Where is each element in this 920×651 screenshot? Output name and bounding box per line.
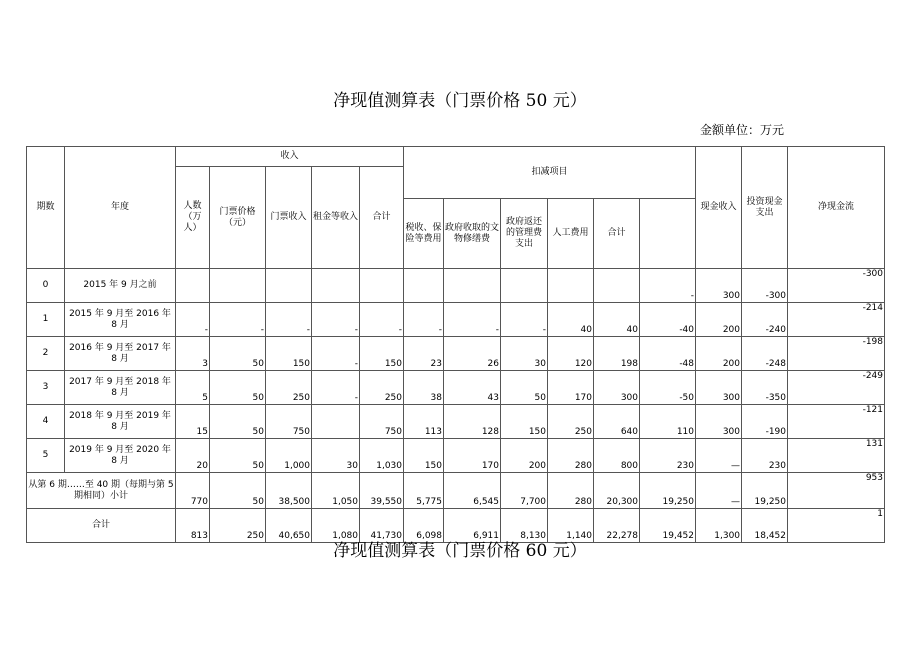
cell-ret: 8,130 <box>501 509 548 543</box>
cell-price: 50 <box>210 405 266 439</box>
header-subtotal-deduct: 合计 <box>594 199 640 269</box>
header-gov-return: 政府返还的管理费支出 <box>501 199 548 269</box>
cell-dsum <box>594 269 640 303</box>
cell-price: - <box>210 303 266 337</box>
cell-tax: 150 <box>404 439 444 473</box>
cell-invest: 200 <box>696 303 742 337</box>
cell-ret: 30 <box>501 337 548 371</box>
cell-ret: 150 <box>501 405 548 439</box>
cell-pv: 131 <box>788 439 885 473</box>
cell-ticket: 40,650 <box>266 509 312 543</box>
cell-rent: - <box>312 303 360 337</box>
cell-invest: — <box>696 473 742 509</box>
cell-sum <box>360 269 404 303</box>
unit-label: 金额单位：万元 <box>700 123 785 137</box>
cell-period: 3 <box>27 371 65 405</box>
cell-price: 50 <box>210 439 266 473</box>
cell-labor: 1,140 <box>548 509 594 543</box>
cell-sum: 41,730 <box>360 509 404 543</box>
cell-price: 50 <box>210 337 266 371</box>
header-income: 收入 <box>176 147 404 167</box>
cell-sum: 750 <box>360 405 404 439</box>
cell-ticket: 150 <box>266 337 312 371</box>
cell-gov: 43 <box>444 371 501 405</box>
cell-ticket: 250 <box>266 371 312 405</box>
cell-ret: 50 <box>501 371 548 405</box>
cell-visitors: - <box>176 303 210 337</box>
cell-sum: 39,550 <box>360 473 404 509</box>
cell-rent: 1,080 <box>312 509 360 543</box>
cell-cash: -48 <box>640 337 696 371</box>
cell-dsum: 22,278 <box>594 509 640 543</box>
cell-ticket: 750 <box>266 405 312 439</box>
header-gov-fee: 政府收取的文物修缮费 <box>444 199 501 269</box>
cell-tax: 113 <box>404 405 444 439</box>
cell-period: 0 <box>27 269 65 303</box>
cell-year: 从第 6 期……至 40 期（每期与第 5 期相同）小计 <box>27 473 176 509</box>
cell-cash: 230 <box>640 439 696 473</box>
cell-visitors: 770 <box>176 473 210 509</box>
cell-rent: 30 <box>312 439 360 473</box>
cell-tax: 6,098 <box>404 509 444 543</box>
cell-tax: 23 <box>404 337 444 371</box>
cell-price <box>210 269 266 303</box>
cell-labor: 250 <box>548 405 594 439</box>
cell-net: -190 <box>742 405 788 439</box>
cell-tax <box>404 269 444 303</box>
cell-sum: 250 <box>360 371 404 405</box>
cell-pv: -214 <box>788 303 885 337</box>
cell-net: -248 <box>742 337 788 371</box>
cell-net: 18,452 <box>742 509 788 543</box>
cell-price: 50 <box>210 371 266 405</box>
cell-period: 1 <box>27 303 65 337</box>
table-title-60: 净现值测算表（门票价格 60 元） <box>333 541 587 561</box>
cell-rent: - <box>312 371 360 405</box>
cell-cash: 19,452 <box>640 509 696 543</box>
cell-year: 2016 年 9 月至 2017 年 8 月 <box>65 337 176 371</box>
cell-labor: 280 <box>548 439 594 473</box>
cell-ret <box>501 269 548 303</box>
cell-invest: 1,300 <box>696 509 742 543</box>
cell-invest: — <box>696 439 742 473</box>
cell-period: 2 <box>27 337 65 371</box>
cell-rent: 1,050 <box>312 473 360 509</box>
cell-pv: -198 <box>788 337 885 371</box>
table-row <box>27 439 885 473</box>
header-visitors: 人数（万人） <box>176 167 210 269</box>
cell-cash: 110 <box>640 405 696 439</box>
cell-sum: - <box>360 303 404 337</box>
header-tax: 税收、保险等费用 <box>404 199 444 269</box>
cell-labor: 280 <box>548 473 594 509</box>
cell-year: 2018 年 9 月至 2019 年 8 月 <box>65 405 176 439</box>
cell-invest: 300 <box>696 269 742 303</box>
cell-pv: -300 <box>788 269 885 303</box>
cell-year: 2017 年 9 月至 2018 年 8 月 <box>65 371 176 405</box>
cell-invest: 300 <box>696 371 742 405</box>
header-year: 年度 <box>65 147 176 269</box>
cell-ticket: 38,500 <box>266 473 312 509</box>
cell-labor <box>548 269 594 303</box>
cell-ticket: 1,000 <box>266 439 312 473</box>
cell-price: 250 <box>210 509 266 543</box>
table-row <box>27 473 885 509</box>
cell-year: 2019 年 9 月至 2020 年 8 月 <box>65 439 176 473</box>
cell-pv: 953 <box>788 473 885 509</box>
cell-pv: -249 <box>788 371 885 405</box>
cell-rent: - <box>312 337 360 371</box>
cell-cash: - <box>640 269 696 303</box>
cell-net: 230 <box>742 439 788 473</box>
cell-rent <box>312 269 360 303</box>
cell-ret: 7,700 <box>501 473 548 509</box>
cell-tax: 38 <box>404 371 444 405</box>
table-row <box>27 269 885 303</box>
cell-period: 5 <box>27 439 65 473</box>
header-subtotal-income: 合计 <box>360 167 404 269</box>
cell-gov: 170 <box>444 439 501 473</box>
cell-net: -300 <box>742 269 788 303</box>
cell-dsum: 198 <box>594 337 640 371</box>
cell-year: 2015 年 9 月至 2016 年 8 月 <box>65 303 176 337</box>
cell-visitors: 813 <box>176 509 210 543</box>
cell-labor: 120 <box>548 337 594 371</box>
cell-visitors: 5 <box>176 371 210 405</box>
cell-year: 2015 年 9 月之前 <box>65 269 176 303</box>
cell-tax: 5,775 <box>404 473 444 509</box>
cell-dsum: 800 <box>594 439 640 473</box>
header-net-cash: 净现金流 <box>788 147 885 269</box>
cell-sum: 1,030 <box>360 439 404 473</box>
table-row <box>27 303 885 337</box>
cell-sum: 150 <box>360 337 404 371</box>
header-invest: 投资现金支出 <box>742 147 788 269</box>
cell-invest: 300 <box>696 405 742 439</box>
header-ticket-price: 门票价格（元） <box>210 167 266 269</box>
cell-price: 50 <box>210 473 266 509</box>
header-ticket-income: 门票收入 <box>266 167 312 269</box>
header-period: 期数 <box>27 147 65 269</box>
header-cash-income: 现金收入 <box>696 147 742 269</box>
cell-cash: 19,250 <box>640 473 696 509</box>
cell-ret: - <box>501 303 548 337</box>
cell-ret: 200 <box>501 439 548 473</box>
npv-table-50 <box>26 146 885 543</box>
cell-year: 合计 <box>27 509 176 543</box>
table-row <box>27 371 885 405</box>
table-row <box>27 337 885 371</box>
cell-pv: -121 <box>788 405 885 439</box>
cell-ticket <box>266 269 312 303</box>
header-rent-income: 租金等收入 <box>312 167 360 269</box>
table-title-50: 净现值测算表（门票价格 50 元） <box>333 91 587 111</box>
cell-pv: 1 <box>788 509 885 543</box>
cell-cash: -40 <box>640 303 696 337</box>
cell-visitors: 15 <box>176 405 210 439</box>
cell-net: 19,250 <box>742 473 788 509</box>
cell-labor: 170 <box>548 371 594 405</box>
cell-gov: 26 <box>444 337 501 371</box>
cell-net: -240 <box>742 303 788 337</box>
cell-invest: 200 <box>696 337 742 371</box>
cell-gov: 6,911 <box>444 509 501 543</box>
cell-labor: 40 <box>548 303 594 337</box>
table-row <box>27 405 885 439</box>
cell-net: -350 <box>742 371 788 405</box>
cell-gov <box>444 269 501 303</box>
cell-tax: - <box>404 303 444 337</box>
cell-visitors: 20 <box>176 439 210 473</box>
cell-rent <box>312 405 360 439</box>
cell-dsum: 300 <box>594 371 640 405</box>
cell-period: 4 <box>27 405 65 439</box>
cell-cash: -50 <box>640 371 696 405</box>
header-deduction: 扣减项目 <box>404 147 696 199</box>
cell-gov: 128 <box>444 405 501 439</box>
cell-gov: 6,545 <box>444 473 501 509</box>
cell-gov: - <box>444 303 501 337</box>
cell-ticket: - <box>266 303 312 337</box>
cell-dsum: 640 <box>594 405 640 439</box>
cell-visitors: 3 <box>176 337 210 371</box>
header-labor: 人工费用 <box>548 199 594 269</box>
cell-dsum: 40 <box>594 303 640 337</box>
cell-dsum: 20,300 <box>594 473 640 509</box>
cell-visitors <box>176 269 210 303</box>
